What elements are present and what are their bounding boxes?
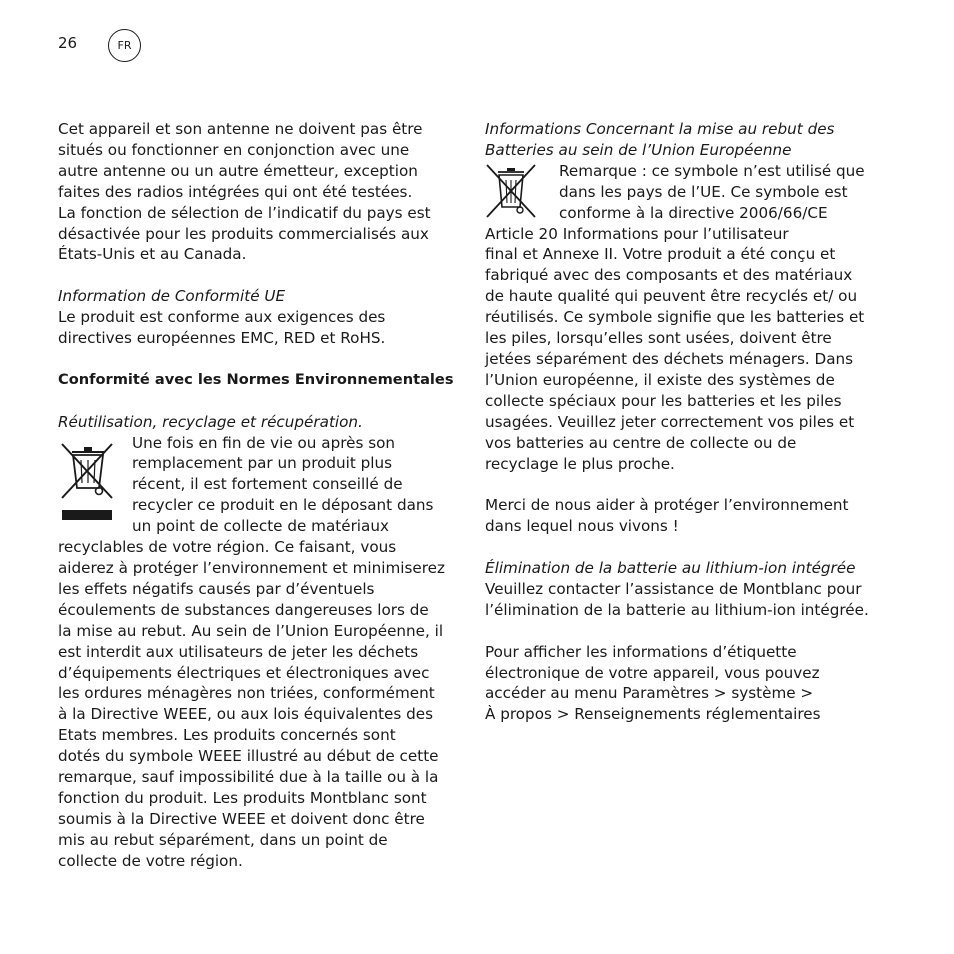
text-line: Veuillez contacter l’assistance de Montblanc pour (485, 579, 862, 598)
text-line: usagées. Veuillez jeter correctement vos piles et (485, 412, 855, 431)
lithium-disposal-title: Élimination de la batterie au lithium-ion intégrée (485, 559, 856, 577)
text-line: autre antenne ou un autre émetteur, exception (58, 161, 418, 180)
text-line: est interdit aux utilisateurs de jeter les déchets (58, 642, 419, 661)
battery-disposal-title (485, 119, 885, 161)
text-line: directives européennes EMC, RED et RoHS. (58, 329, 386, 348)
text-line: situés ou fonctionner en conjonction avec une (58, 140, 410, 159)
crossed-out-battery-bin-icon (485, 163, 537, 223)
text-line: accéder au menu Paramètres > système > (485, 684, 814, 703)
text-line: Informations Concernant la mise au rebut des (485, 120, 835, 138)
left-column (58, 119, 462, 872)
text-line: Merci de nous aider à protéger l’environnement (485, 496, 849, 515)
text-line: écoulements de substances dangereuses lors de (58, 600, 429, 619)
language-badge: FR (108, 29, 141, 62)
text-line: les piles, lorsqu’elles sont usées, doivent être (485, 329, 832, 348)
environment-heading: Conformité avec les Normes Environnementales (58, 370, 454, 388)
eu-conformity-paragraph (58, 307, 462, 349)
text-line: Etats membres. Les produits concernés sont (58, 726, 396, 745)
text-line: dans lequel nous vivons ! (485, 517, 679, 536)
text-line: final et Annexe II. Votre produit a été conçu et (485, 245, 836, 264)
crossed-out-wheelie-bin-icon (58, 436, 118, 526)
text-line: Article 20 Informations pour l’utilisateur (485, 224, 789, 243)
right-column (485, 119, 885, 725)
page-number: 26 (58, 34, 78, 52)
text-line: réutilisés. Ce symbole signifie que les batteries et (485, 308, 865, 327)
text-line: recyclage le plus proche. (485, 454, 675, 473)
text-line: La fonction de sélection de l’indicatif du pays est (58, 203, 431, 222)
text-line: collecte spéciaux pour les batteries et les piles (485, 391, 842, 410)
recycling-paragraph (58, 433, 462, 872)
text-line: vos batteries au centre de collecte ou de (485, 433, 797, 452)
text-line: remarque, sauf impossibilité due à la taille ou à la (58, 768, 439, 787)
text-line: de haute qualité qui peuvent être recyclés et/ ou (485, 287, 858, 306)
recycling-block (58, 433, 462, 872)
text-line: la mise au rebut. Au sein de l’Union Européenne, il (58, 621, 444, 640)
text-line: conforme à la directive 2006/66/CE (559, 203, 828, 222)
text-line: un point de collecte de matériaux (132, 517, 389, 536)
text-line: Cet appareil et son antenne ne doivent pas être (58, 120, 423, 138)
text-line: Pour afficher les informations d’étiquette (485, 642, 797, 661)
battery-paragraph (485, 161, 885, 475)
text-line: mis au rebut séparément, dans un point de (58, 830, 388, 849)
text-line: collecte de votre région. (58, 851, 243, 870)
text-line: l’Union européenne, il existe des systèmes de (485, 370, 835, 389)
text-line: Une fois en fin de vie ou après son (132, 433, 396, 452)
text-line: les ordures ménagères non triées, conformément (58, 684, 435, 703)
recycling-title: Réutilisation, recyclage et récupération. (58, 412, 363, 431)
e-label-paragraph (485, 642, 885, 726)
text-line: Le produit est conforme aux exigences des (58, 308, 386, 327)
text-line: dans les pays de l’UE. Ce symbole est (559, 182, 848, 201)
text-line: les effets négatifs causés par d’éventuels (58, 579, 375, 598)
text-line: soumis à la Directive WEEE et doivent donc être (58, 809, 425, 828)
lithium-paragraph (485, 579, 885, 621)
text-line: dotés du symbole WEEE illustré au début de cette (58, 747, 439, 766)
text-line: d’équipements électriques et électroniques avec (58, 663, 430, 682)
text-line: Remarque : ce symbole n’est utilisé que (559, 161, 865, 180)
eu-conformity-title: Information de Conformité UE (58, 287, 286, 306)
text-line: Batteries au sein de l’Union Européenne (485, 140, 792, 159)
text-line: à la Directive WEEE, ou aux lois équivalentes des (58, 705, 434, 724)
battery-block (485, 161, 885, 475)
text-line: faites des radios intégrées qui ont été testées. (58, 182, 413, 201)
intro-paragraph (58, 119, 462, 265)
text-line: remplacement par un produit plus (132, 454, 393, 473)
text-line: fabriqué avec des composants et des matériaux (485, 266, 853, 285)
text-line: À propos > Renseignements réglementaires (485, 705, 821, 724)
text-line: aiderez à protéger l’environnement et minimiserez (58, 558, 445, 577)
text-line: électronique de votre appareil, vous pouvez (485, 663, 820, 682)
text-line: récent, il est fortement conseillé de (132, 475, 403, 494)
text-line: États-Unis et au Canada. (58, 245, 247, 264)
text-line: jetées séparément des déchets ménagers. Dans (485, 349, 854, 368)
text-line: recyclables de votre région. Ce faisant, vous (58, 538, 397, 557)
text-line: l’élimination de la batterie au lithium-ion intégrée. (485, 600, 869, 619)
thanks-paragraph (485, 495, 885, 537)
text-line: fonction du produit. Les produits Montblanc sont (58, 788, 427, 807)
text-line: recycler ce produit en le déposant dans (132, 496, 434, 515)
text-line: désactivée pour les produits commercialisés aux (58, 224, 429, 243)
